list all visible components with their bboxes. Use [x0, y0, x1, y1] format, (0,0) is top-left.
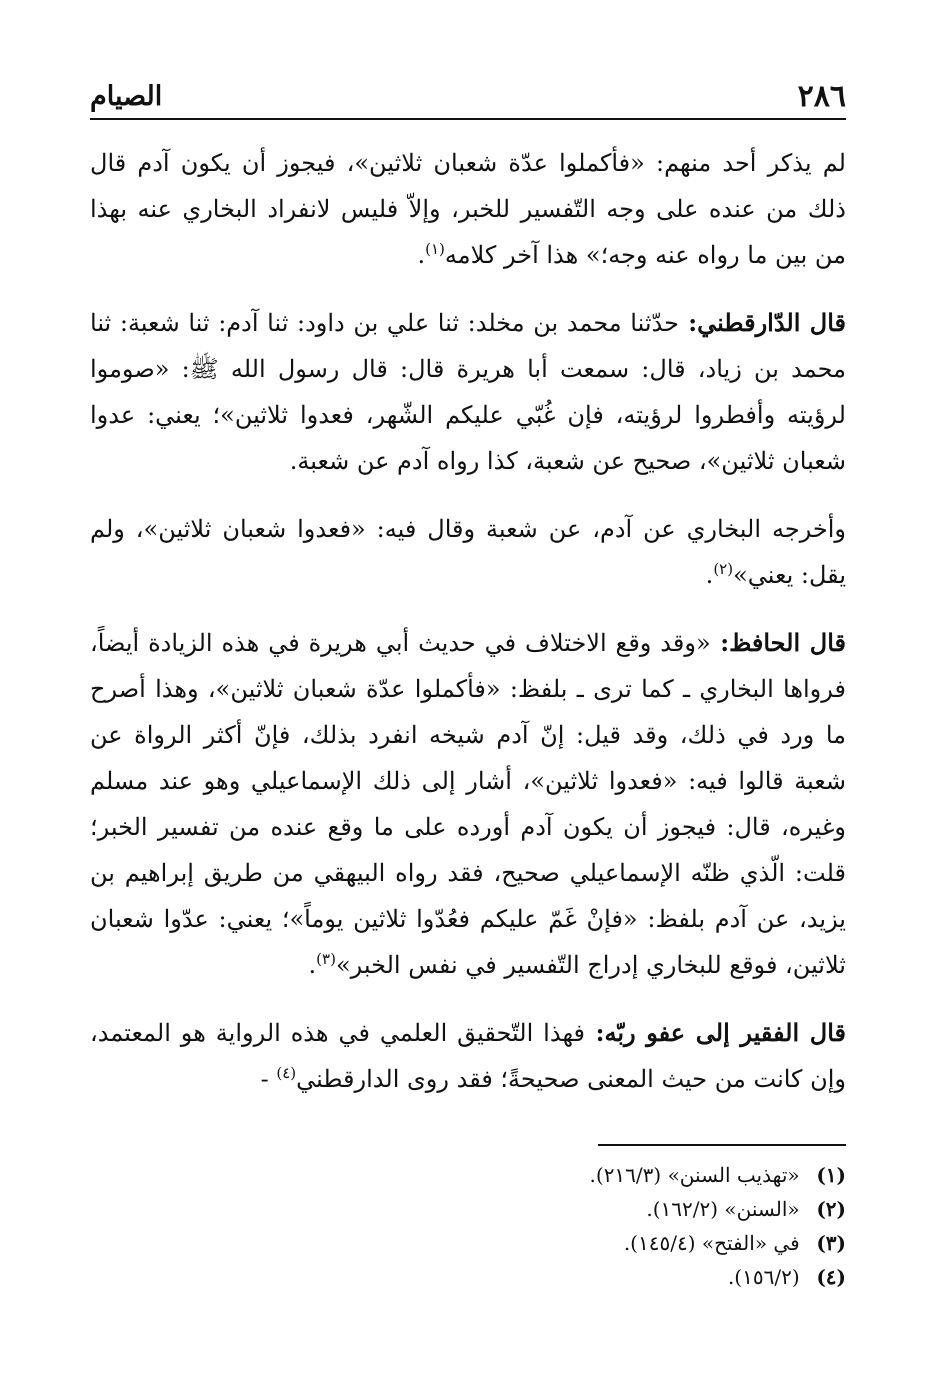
paragraph-1 — [90, 140, 846, 278]
footnote-divider — [598, 1144, 846, 1146]
footnote-number: (٤) — [816, 1265, 846, 1289]
footnote-text: «السنن» (١٦٢/٢). — [646, 1197, 800, 1221]
paragraph-4 — [90, 620, 846, 988]
footnote-1 — [90, 1158, 846, 1192]
footnote-marker[interactable]: (٢) — [713, 560, 734, 578]
paragraph-3 — [90, 506, 846, 598]
paragraph-lead: قال الحافظ: — [710, 628, 846, 657]
paragraph-text: لم يذكر أحد منهم: «فأكملوا عدّة شعبان ثلاثين»، فيجوز أن يكون آدم قال ذلك من عنده على وجه التّفسير للخبر، وإلاّ فليس لانفراد البخاري عنه بهذا من بين ما رواه عنه وجه؛» هذا آخر كلامه — [90, 149, 846, 269]
running-head — [90, 78, 846, 120]
footnote-marker[interactable]: (٤) — [276, 1064, 297, 1082]
footnote-number: (١) — [816, 1163, 846, 1187]
footnote-number: (٣) — [816, 1231, 846, 1255]
paragraph-tail: - — [260, 1065, 277, 1093]
paragraph-lead: قال الدّارقطني: — [678, 308, 846, 337]
paragraph-tail: . — [417, 241, 426, 269]
footnote-number: (٢) — [816, 1197, 846, 1221]
footnote-marker[interactable]: (٣) — [316, 950, 336, 968]
footnote-text: (١٥٦/٢). — [727, 1265, 800, 1289]
paragraph-lead: قال الفقير إلى عفو ربّه: — [584, 1018, 846, 1047]
paragraph-text: وأخرجه البخاري عن آدم، عن شعبة وقال فيه: «فعدوا شعبان ثلاثين»، ولم يقل: يعني» — [90, 515, 846, 589]
paragraph-tail: . — [705, 561, 714, 589]
footnotes — [90, 1158, 846, 1294]
footnote-text: «تهذيب السنن» (٢١٦/٣). — [589, 1163, 800, 1187]
paragraph-tail: . — [308, 951, 317, 979]
footnote-3 — [90, 1226, 846, 1260]
paragraph-text: فهذا التّحقيق العلمي في هذه الرواية هو المعتمد، وإن كانت من حيث المعنى صحيحةً؛ فقد روى الدارقطني — [90, 1019, 846, 1093]
footnote-text: في «الفتح» (١٤٥/٤). — [623, 1231, 800, 1255]
footnote-4 — [90, 1260, 846, 1294]
main-text — [90, 140, 846, 1124]
paragraph-2 — [90, 300, 846, 484]
paragraph-text: «وقد وقع الاختلاف في حديث أبي هريرة في هذه الزيادة أيضاً، فرواها البخاري ـ كما ترى ـ بلفظ: «فأكملوا عدّة شعبان ثلاثين»، وهذا أصرح ما ورد في ذلك، وقد قيل: إنّ آدم شيخه انفرد بذلك، فإنّ أكثر الرواة عن شعبة قالوا فيه: «فعدوا ثلاثين»، أشار إلى ذلك الإسماعيلي وهو عند مسلم وغيره، قال: فيجوز أن يكون آدم أورده على ما وقع عنده من تفسير الخبر؛ قلت: الّذي ظنّه الإسماعيلي صحيح، فقد رواه البيهقي من طريق إبراهيم بن يزيد، عن آدم بلفظ: «فإنْ غَمّ عليكم فعُدّوا ثلاثين يوماً»؛ يعني: عدّوا شعبان ثلاثين، فوقع للبخاري إدراج التّفسير في نفس الخبر» — [90, 629, 846, 979]
book-page — [90, 78, 846, 1328]
paragraph-text: حدّثنا محمد بن مخلد: ثنا علي بن داود: ثنا آدم: ثنا شعبة: ثنا محمد بن زياد، قال: سمعت أبا هريرة قال: قال رسول الله ﷺ: «صوموا لرؤيته وأفطروا لرؤيته، فإن غُبّي عليكم الشّهر، فعدوا ثلاثين»؛ يعني: عدوا شعبان ثلاثين»، صحيح عن شعبة، كذا رواه آدم عن شعبة. — [90, 309, 846, 475]
footnote-marker[interactable]: (١) — [425, 240, 445, 258]
page-number: ٢٨٦ — [797, 79, 846, 114]
footnote-2 — [90, 1192, 846, 1226]
chapter-title: الصيام — [90, 81, 163, 112]
paragraph-5 — [90, 1010, 846, 1102]
